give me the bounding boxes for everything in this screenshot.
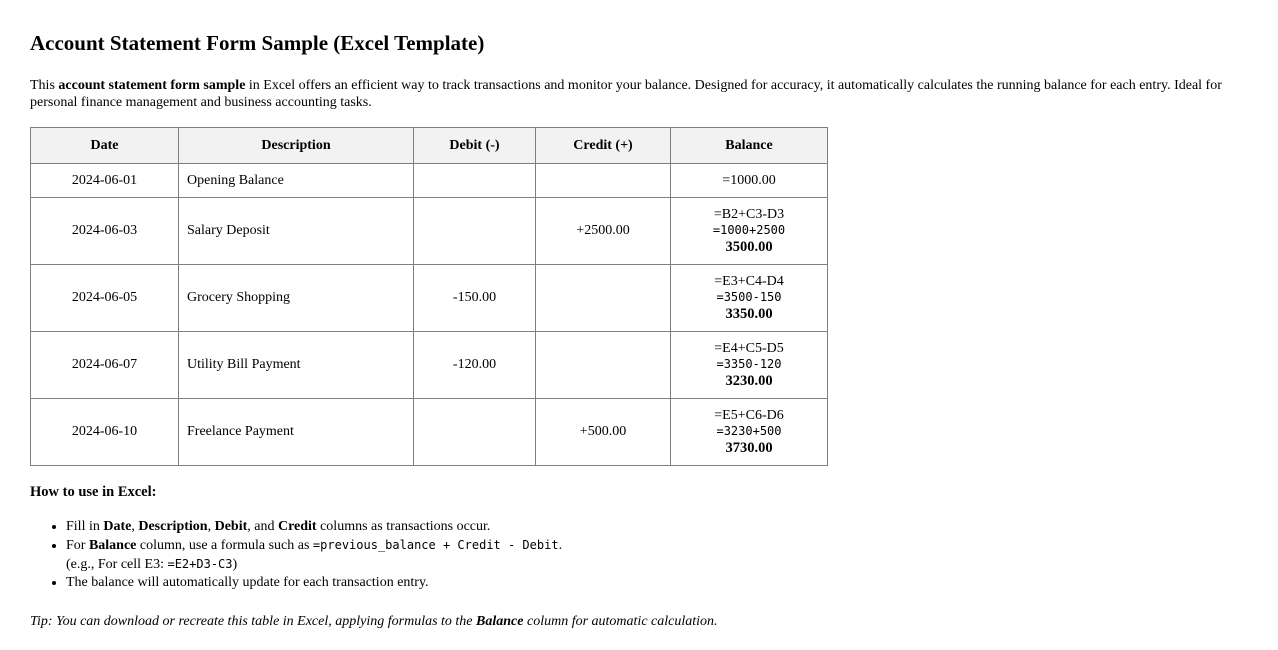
bullet2-line2-text-1: (e.g., For cell E3: bbox=[66, 557, 168, 572]
tip-paragraph bbox=[30, 613, 1248, 630]
table-row bbox=[31, 332, 828, 399]
cell-balance bbox=[671, 164, 828, 198]
bullet2-bold-balance: Balance bbox=[88, 538, 137, 553]
cell-debit: -150.00 bbox=[414, 265, 536, 332]
cell-balance bbox=[671, 399, 828, 466]
bullet2-line2-text-2: ) bbox=[232, 557, 238, 572]
cell-credit: +2500.00 bbox=[536, 198, 671, 265]
bullet2-cell-code: =E2+D3-C3 bbox=[167, 557, 233, 571]
balance-result: 3500.00 bbox=[725, 239, 773, 255]
cell-date: 2024-06-10 bbox=[31, 399, 179, 466]
tip-text-2: column for automatic calculation. bbox=[523, 614, 718, 629]
bullet1-text-5: columns as transactions occur. bbox=[316, 519, 491, 534]
intro-text-2: in Excel offers an efficient way to track transactions and monitor your balance. Designed for accuracy, it automatically calculates the running balance for each entry. Ideal for personal finance management and business accounting tasks. bbox=[30, 78, 1222, 110]
balance-result: 3730.00 bbox=[725, 440, 773, 456]
balance-formula: =E3+C4-D4 bbox=[714, 274, 784, 289]
cell-balance bbox=[671, 332, 828, 399]
cell-debit: -120.00 bbox=[414, 332, 536, 399]
balance-formula: =E5+C6-D6 bbox=[714, 408, 784, 423]
column-header-debit: Debit (-) bbox=[414, 128, 536, 164]
cell-balance bbox=[671, 265, 828, 332]
howto-heading: How to use in Excel: bbox=[30, 484, 157, 500]
table-row bbox=[31, 198, 828, 265]
bullet2-text-2: column, use a formula such as bbox=[136, 538, 313, 553]
bullet1-bold-debit: Debit bbox=[214, 519, 248, 534]
intro-bold: account statement form sample bbox=[58, 78, 246, 93]
cell-description: Grocery Shopping bbox=[179, 265, 414, 332]
bullet1-text-3: , bbox=[207, 519, 215, 534]
intro-paragraph bbox=[30, 77, 1248, 111]
bullet2-text-3: . bbox=[558, 538, 563, 553]
bullet2-text-1: For bbox=[66, 538, 89, 553]
cell-credit: +500.00 bbox=[536, 399, 671, 466]
howto-bullet-1 bbox=[66, 518, 1248, 536]
table-header-row bbox=[31, 128, 828, 164]
cell-credit bbox=[536, 265, 671, 332]
column-header-date: Date bbox=[31, 128, 179, 164]
column-header-description: Description bbox=[179, 128, 414, 164]
bullet1-bold-date: Date bbox=[103, 519, 132, 534]
tip-text-1: Tip: You can download or recreate this table in Excel, applying formulas to the bbox=[30, 614, 477, 629]
howto-bullet-2 bbox=[66, 536, 1248, 574]
bullet2-formula-code: =previous_balance + Credit - Debit bbox=[312, 538, 559, 552]
balance-formula: =1000.00 bbox=[722, 173, 776, 188]
cell-description: Freelance Payment bbox=[179, 399, 414, 466]
bullet1-text-4: , and bbox=[247, 519, 278, 534]
balance-formula: =E4+C5-D5 bbox=[714, 341, 784, 356]
cell-description: Salary Deposit bbox=[179, 198, 414, 265]
cell-credit bbox=[536, 164, 671, 198]
table-row bbox=[31, 265, 828, 332]
howto-bullet-3 bbox=[66, 574, 1248, 592]
table-row bbox=[31, 399, 828, 466]
bullet1-text-2: , bbox=[131, 519, 139, 534]
balance-calc: =3350-120 bbox=[716, 357, 782, 371]
bullet1-text-1: Fill in bbox=[66, 519, 104, 534]
balance-calc: =3500-150 bbox=[716, 290, 782, 304]
statement-table bbox=[30, 127, 828, 466]
cell-date: 2024-06-05 bbox=[31, 265, 179, 332]
balance-formula: =B2+C3-D3 bbox=[713, 207, 785, 222]
cell-description: Utility Bill Payment bbox=[179, 332, 414, 399]
cell-debit bbox=[414, 399, 536, 466]
balance-result: 3230.00 bbox=[725, 373, 773, 389]
balance-calc: =3230+500 bbox=[716, 424, 782, 438]
balance-calc: =1000+2500 bbox=[712, 223, 786, 237]
howto-list bbox=[30, 518, 1248, 592]
bullet1-bold-credit: Credit bbox=[277, 519, 317, 534]
cell-debit bbox=[414, 198, 536, 265]
cell-date: 2024-06-01 bbox=[31, 164, 179, 198]
cell-date: 2024-06-03 bbox=[31, 198, 179, 265]
column-header-credit: Credit (+) bbox=[536, 128, 671, 164]
balance-result: 3350.00 bbox=[725, 306, 773, 322]
bullet3-text: The balance will automatically update for each transaction entry. bbox=[66, 575, 429, 590]
tip-bold-balance: Balance bbox=[476, 614, 524, 629]
bullet1-bold-description: Description bbox=[138, 519, 208, 534]
column-header-balance: Balance bbox=[671, 128, 828, 164]
table-row bbox=[31, 164, 828, 198]
cell-balance bbox=[671, 198, 828, 265]
cell-date: 2024-06-07 bbox=[31, 332, 179, 399]
intro-text-1: This bbox=[30, 78, 59, 93]
page-title: Account Statement Form Sample (Excel Template) bbox=[30, 31, 485, 55]
cell-credit bbox=[536, 332, 671, 399]
cell-description: Opening Balance bbox=[179, 164, 414, 198]
cell-debit bbox=[414, 164, 536, 198]
